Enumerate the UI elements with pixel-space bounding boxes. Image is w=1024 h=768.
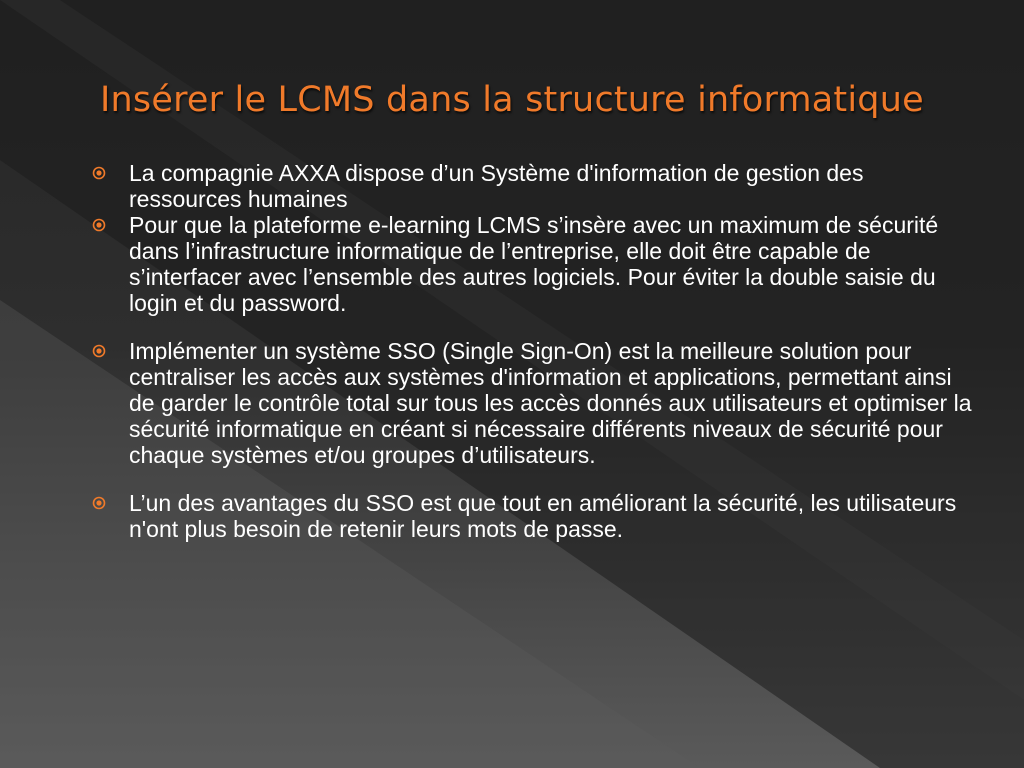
bullet-text: Implémenter un système SSO (Single Sign-On) est la meilleure solution pour centraliser les accès aux systèmes d'information et applications, permettant ainsi de garder le contrôle total sur tous les accès donnés aux utilisateurs et optimiser la sécurité informatique en créant si nécessaire différents niveaux de sécurité pour chaque systèmes et/ou groupes d’utilisateurs.: [129, 338, 972, 468]
bullet-text: Pour que la plateforme e-learning LCMS s’insère avec un maximum de sécurité dans l’infrastructure informatique de l’entreprise, elle doit être capable de s’interfacer avec l’ensemble des autres logiciels. Pour éviter la double saisie du login et du password.: [129, 212, 939, 316]
circle-bullet-icon: [92, 218, 106, 232]
circle-bullet-icon: [92, 166, 106, 180]
bullet-list: [80, 160, 980, 542]
bullet-text: L’un des avantages du SSO est que tout en améliorant la sécurité, les utilisateurs n'ont plus besoin de retenir leurs mots de passe.: [129, 490, 957, 542]
bullet-item: [80, 490, 980, 542]
circle-bullet-icon: [92, 344, 106, 358]
bullet-item: [80, 212, 980, 316]
bullet-item: [80, 338, 980, 468]
bullet-text: La compagnie AXXA dispose d’un Système d'information de gestion des ressources humaines: [129, 160, 864, 212]
slide-title: Insérer le LCMS dans la structure informatique: [100, 80, 924, 120]
bullet-item: [80, 160, 980, 212]
circle-bullet-icon: [92, 496, 106, 510]
